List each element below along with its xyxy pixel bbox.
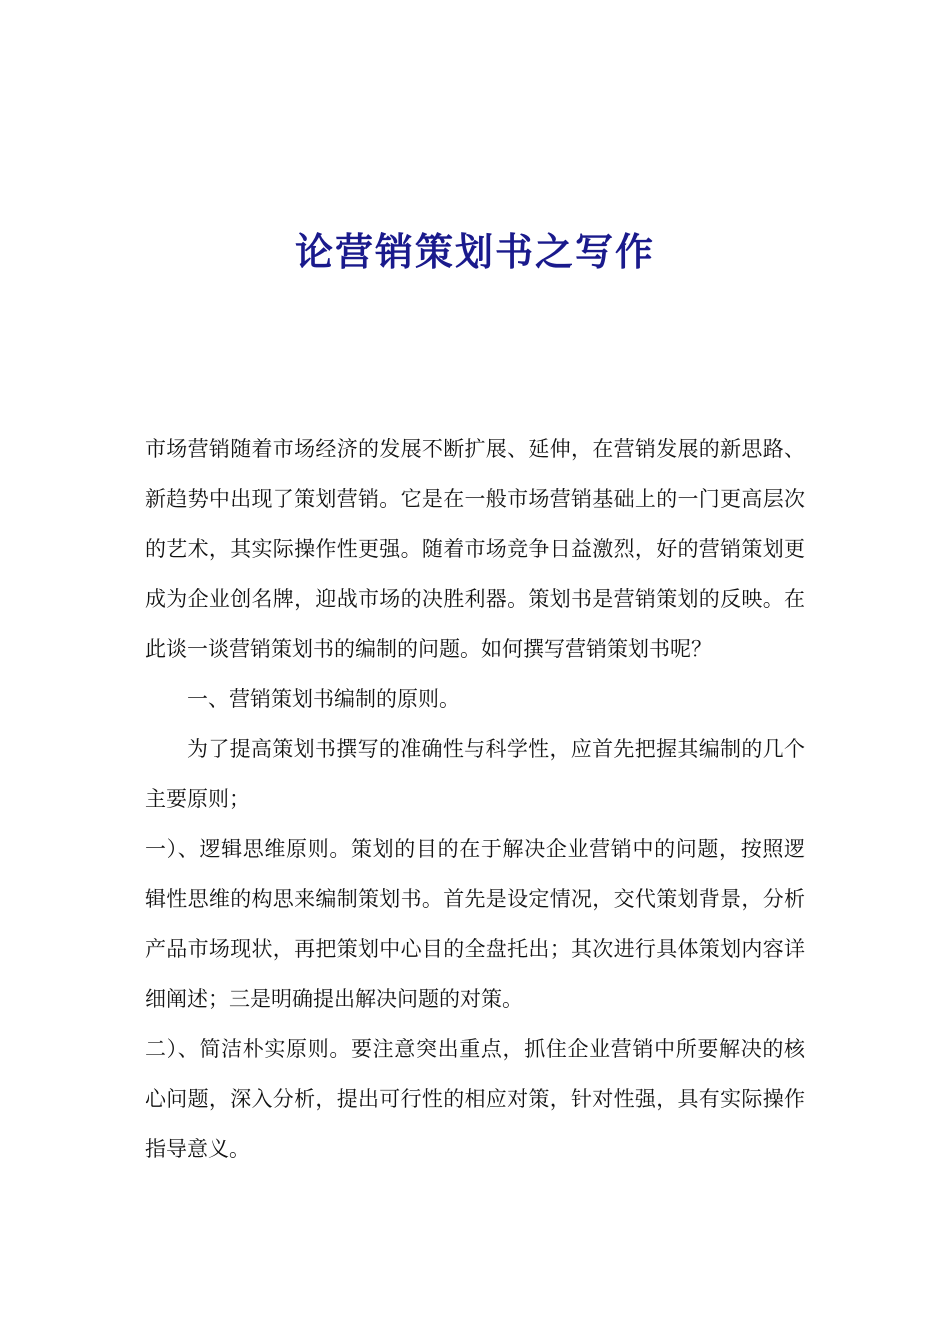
- section-heading: 一、营销策划书编制的原则。: [187, 687, 460, 711]
- principle-concise-paragraph: 二）、简洁朴实原则。要注意突出重点，抓住企业营销中所要解决的核心问题，深入分析，提出可行性的相应对策，针对性强，具有实际操作指导意义。: [145, 1037, 805, 1161]
- principle-logic-paragraph: 一）、逻辑思维原则。策划的目的在于解决企业营销中的问题，按照逻辑性思维的构思来编制策划书。首先是设定情况，交代策划背景，分析产品市场现状，再把策划中心目的全盘托出；其次进行具体策划内容详细阐述；三是明确提出解决问题的对策。: [145, 837, 805, 1011]
- document-title: 论营销策划书之写作: [294, 229, 655, 274]
- document-body: [145, 424, 805, 1174]
- intro-paragraph: 市场营销随着市场经济的发展不断扩展、延伸，在营销发展的新思路、新趋势中出现了策划营销。它是在一般市场营销基础上的一门更高层次的艺术，其实际操作性更强。随着市场竞争日益激烈，好的营销策划更成为企业创名牌，迎战市场的决胜利器。策划书是营销策划的反映。在此谈一谈营销策划书的编制的问题。如何撰写营销策划书呢？: [145, 437, 805, 661]
- principles-intro-paragraph: 为了提高策划书撰写的准确性与科学性，应首先把握其编制的几个主要原则；: [145, 737, 805, 811]
